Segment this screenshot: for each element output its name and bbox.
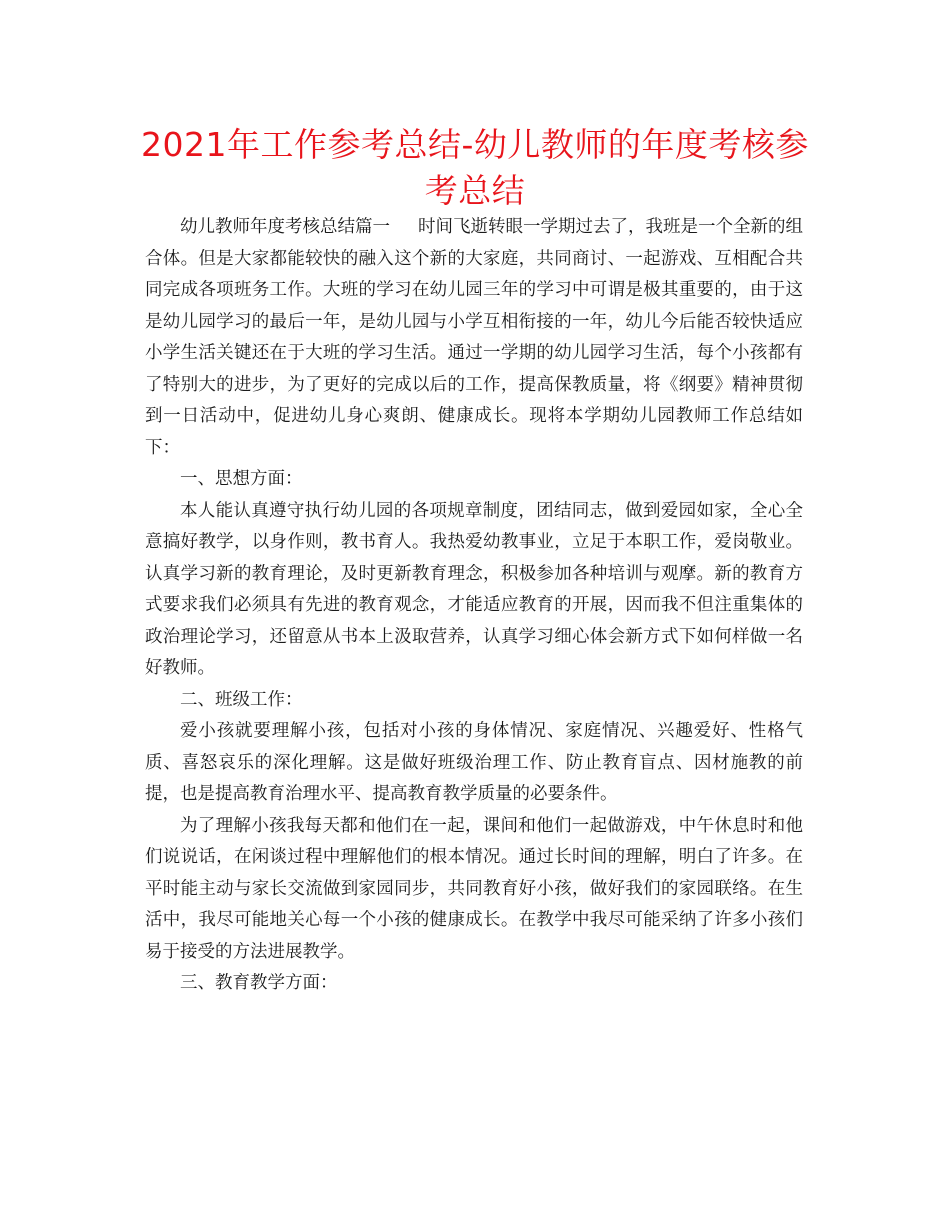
paragraph-text: 时间飞逝转眼一学期过去了，我班是一个全新的组合体。但是大家都能较快的融入这个新的大家庭，共同商讨、一起游戏、互相配合共同完成各项班务工作。大班的学习在幼儿园三年的学习中可谓是极其重要的，由于这是幼儿园学习的最后一年，是幼儿园与小学互相衔接的一年，幼儿今后能否较快适应小学生活关键还在于大班的学习生活。通过一学期的幼儿园学习生活，每个小孩都有了特别大的进步，为了更好的完成以后的工作，提高保教质量，将《纲要》精神贯彻到一日活动中，促进幼儿身心爽朗、健康成长。现将本学期幼儿园教师工作总结如下：: [145, 217, 803, 458]
paragraph-intro: [145, 212, 803, 464]
section-heading-thought: 一、思想方面：: [180, 469, 303, 489]
section-heading-teaching: 三、教育教学方面：: [180, 973, 338, 993]
paragraph-thought: 本人能认真遵守执行幼儿园的各项规章制度，团结同志，做到爱园如家，全心全意搞好教学，以身作则，教书育人。我热爱幼教事业，立足于本职工作，爱岗敬业。认真学习新的教育理论，及时更新教育理念，积极参加各种培训与观摩。新的教育方式要求我们必须具有先进的教育观念，才能适应教育的开展，因而我不但注重集体的政治理论学习，还留意从书本上汲取营养，认真学习细心体会新方式下如何样做一名好教师。: [145, 500, 803, 678]
document-title: 2021年工作参考总结-幼儿教师的年度考核参考总结: [141, 125, 809, 210]
paragraph-class-1: 爱小孩就要理解小孩，包括对小孩的身体情况、家庭情况、兴趣爱好、性格气质、喜怒哀乐的深化理解。这是做好班级治理工作、防止教育盲点、因材施教的前提，也是提高教育治理水平、提高教育教学质量的必要条件。: [145, 721, 803, 804]
paragraph-class-2: 为了理解小孩我每天都和他们在一起，课间和他们一起做游戏，中午休息时和他们说说话，在闲谈过程中理解他们的根本情况。通过长时间的理解，明白了许多。在平时能主动与家长交流做到家园同步，共同教育好小孩，做好我们的家园联络。在生活中，我尽可能地关心每一个小孩的健康成长。在教学中我尽可能采纳了许多小孩们易于接受的方法进展教学。: [145, 815, 803, 962]
intro-heading: 幼儿教师年度考核总结篇一: [180, 217, 390, 237]
document-body: [145, 212, 803, 1000]
section-heading-class: 二、班级工作：: [180, 689, 303, 710]
